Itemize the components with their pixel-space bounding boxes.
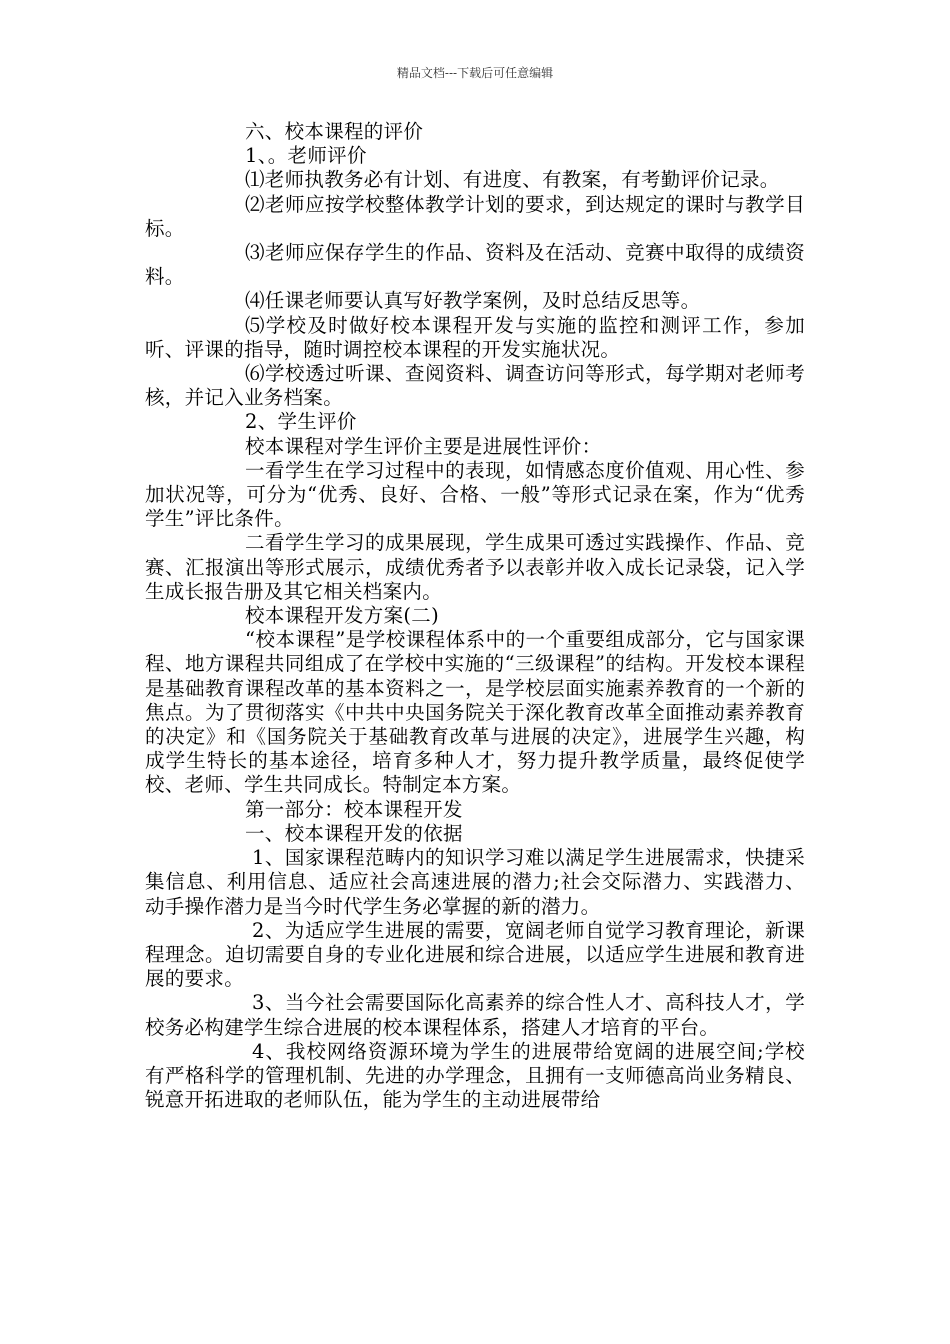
section-heading: 六、校本课程的评价: [245, 120, 424, 143]
paragraph: ⑷任课老师要认真写好教学案例，及时总结反思等。: [245, 289, 701, 313]
paragraph: ⑴老师执教务必有计划、有进度、有教案，有考勤评价记录。: [245, 168, 780, 192]
paragraph: ⑵老师应按学校整体教学计划的要求，到达规定的课时与教学目标。: [145, 192, 805, 240]
paragraph: 校本课程对学生评价主要是进展性评价：: [245, 434, 602, 458]
paragraph: 4、我校网络资源环境为学生的进展带给宽阔的进展空间;学校有严格科学的管理机制、先进的办学理念，且拥有一支师德高尚业务精良、锐意开拓进取的老师队伍，能为学生的主动进展带给: [145, 1039, 805, 1112]
paragraph: 1、国家课程范畴内的知识学习难以满足学生进展需求，快捷采集信息、利用信息、适应社会高速进展的潜力;社会交际潜力、实践潜力、动手操作潜力是当今时代学生务必掌握的新的潜力。: [145, 846, 805, 918]
paragraph: 3、当今社会需要国际化高素养的综合性人才、高科技人才，学校务必构建学生综合进展的校本课程体系，搭建人才培育的平台。: [145, 991, 805, 1039]
paragraph: “校本课程”是学校课程体系中的一个重要组成部分，它与国家课程、地方课程共同组成了在学校中实施的“三级课程”的结构。开发校本课程是基础教育课程改革的基本资料之一，是学校层面实施素养教育的一个新的焦点。为了贯彻落实《中共中央国务院关于深化教育改革全面推动素养教育的决定》和《国务院关于基础教育改革与进展的决定》，进展学生兴趣，构成学生特长的基本途径，培育多种人才，努力提升教学质量，最终促使学校、老师、学生共同成长。特制定本方案。: [145, 628, 805, 797]
paragraph: ⑹学校透过听课、查阅资料、调查访问等形式，每学期对老师考核，并记入业务档案。: [145, 362, 805, 410]
paragraph: 一看学生在学习过程中的表现，如情感态度价值观、用心性、参加状况等，可分为“优秀、良好、合格、一般”等形式记录在案，作为“优秀学生”评比条件。: [145, 458, 805, 531]
paragraph: ⑶老师应保存学生的作品、资料及在活动、竞赛中取得的成绩资料。: [145, 241, 805, 289]
document-body: [145, 120, 805, 1112]
subsection-heading: 一、校本课程开发的依据: [245, 821, 463, 845]
section-heading: 校本课程开发方案(二): [245, 604, 440, 628]
page-header: 精品文档---下载后可任意编辑: [396, 66, 554, 80]
subsection-heading: 2、学生评价: [245, 410, 357, 434]
paragraph: ⑸学校及时做好校本课程开发与实施的监控和测评工作，参加听、评课的指导，随时调控校本课程的开发实施状况。: [145, 313, 805, 361]
paragraph: 二看学生学习的成果展现，学生成果可透过实践操作、作品、竞赛、汇报演出等形式展示，成绩优秀者予以表彰并收入成长记录袋，记入学生成长报告册及其它相关档案内。: [145, 531, 805, 603]
section-heading: 第一部分：校本课程开发: [245, 797, 463, 821]
subsection-heading: 1、。老师评价: [245, 144, 367, 168]
paragraph: 2、为适应学生进展的需要，宽阔老师自觉学习教育理论，新课程理念。迫切需要自身的专业化进展和综合进展，以适应学生进展和教育进展的要求。: [145, 918, 805, 991]
